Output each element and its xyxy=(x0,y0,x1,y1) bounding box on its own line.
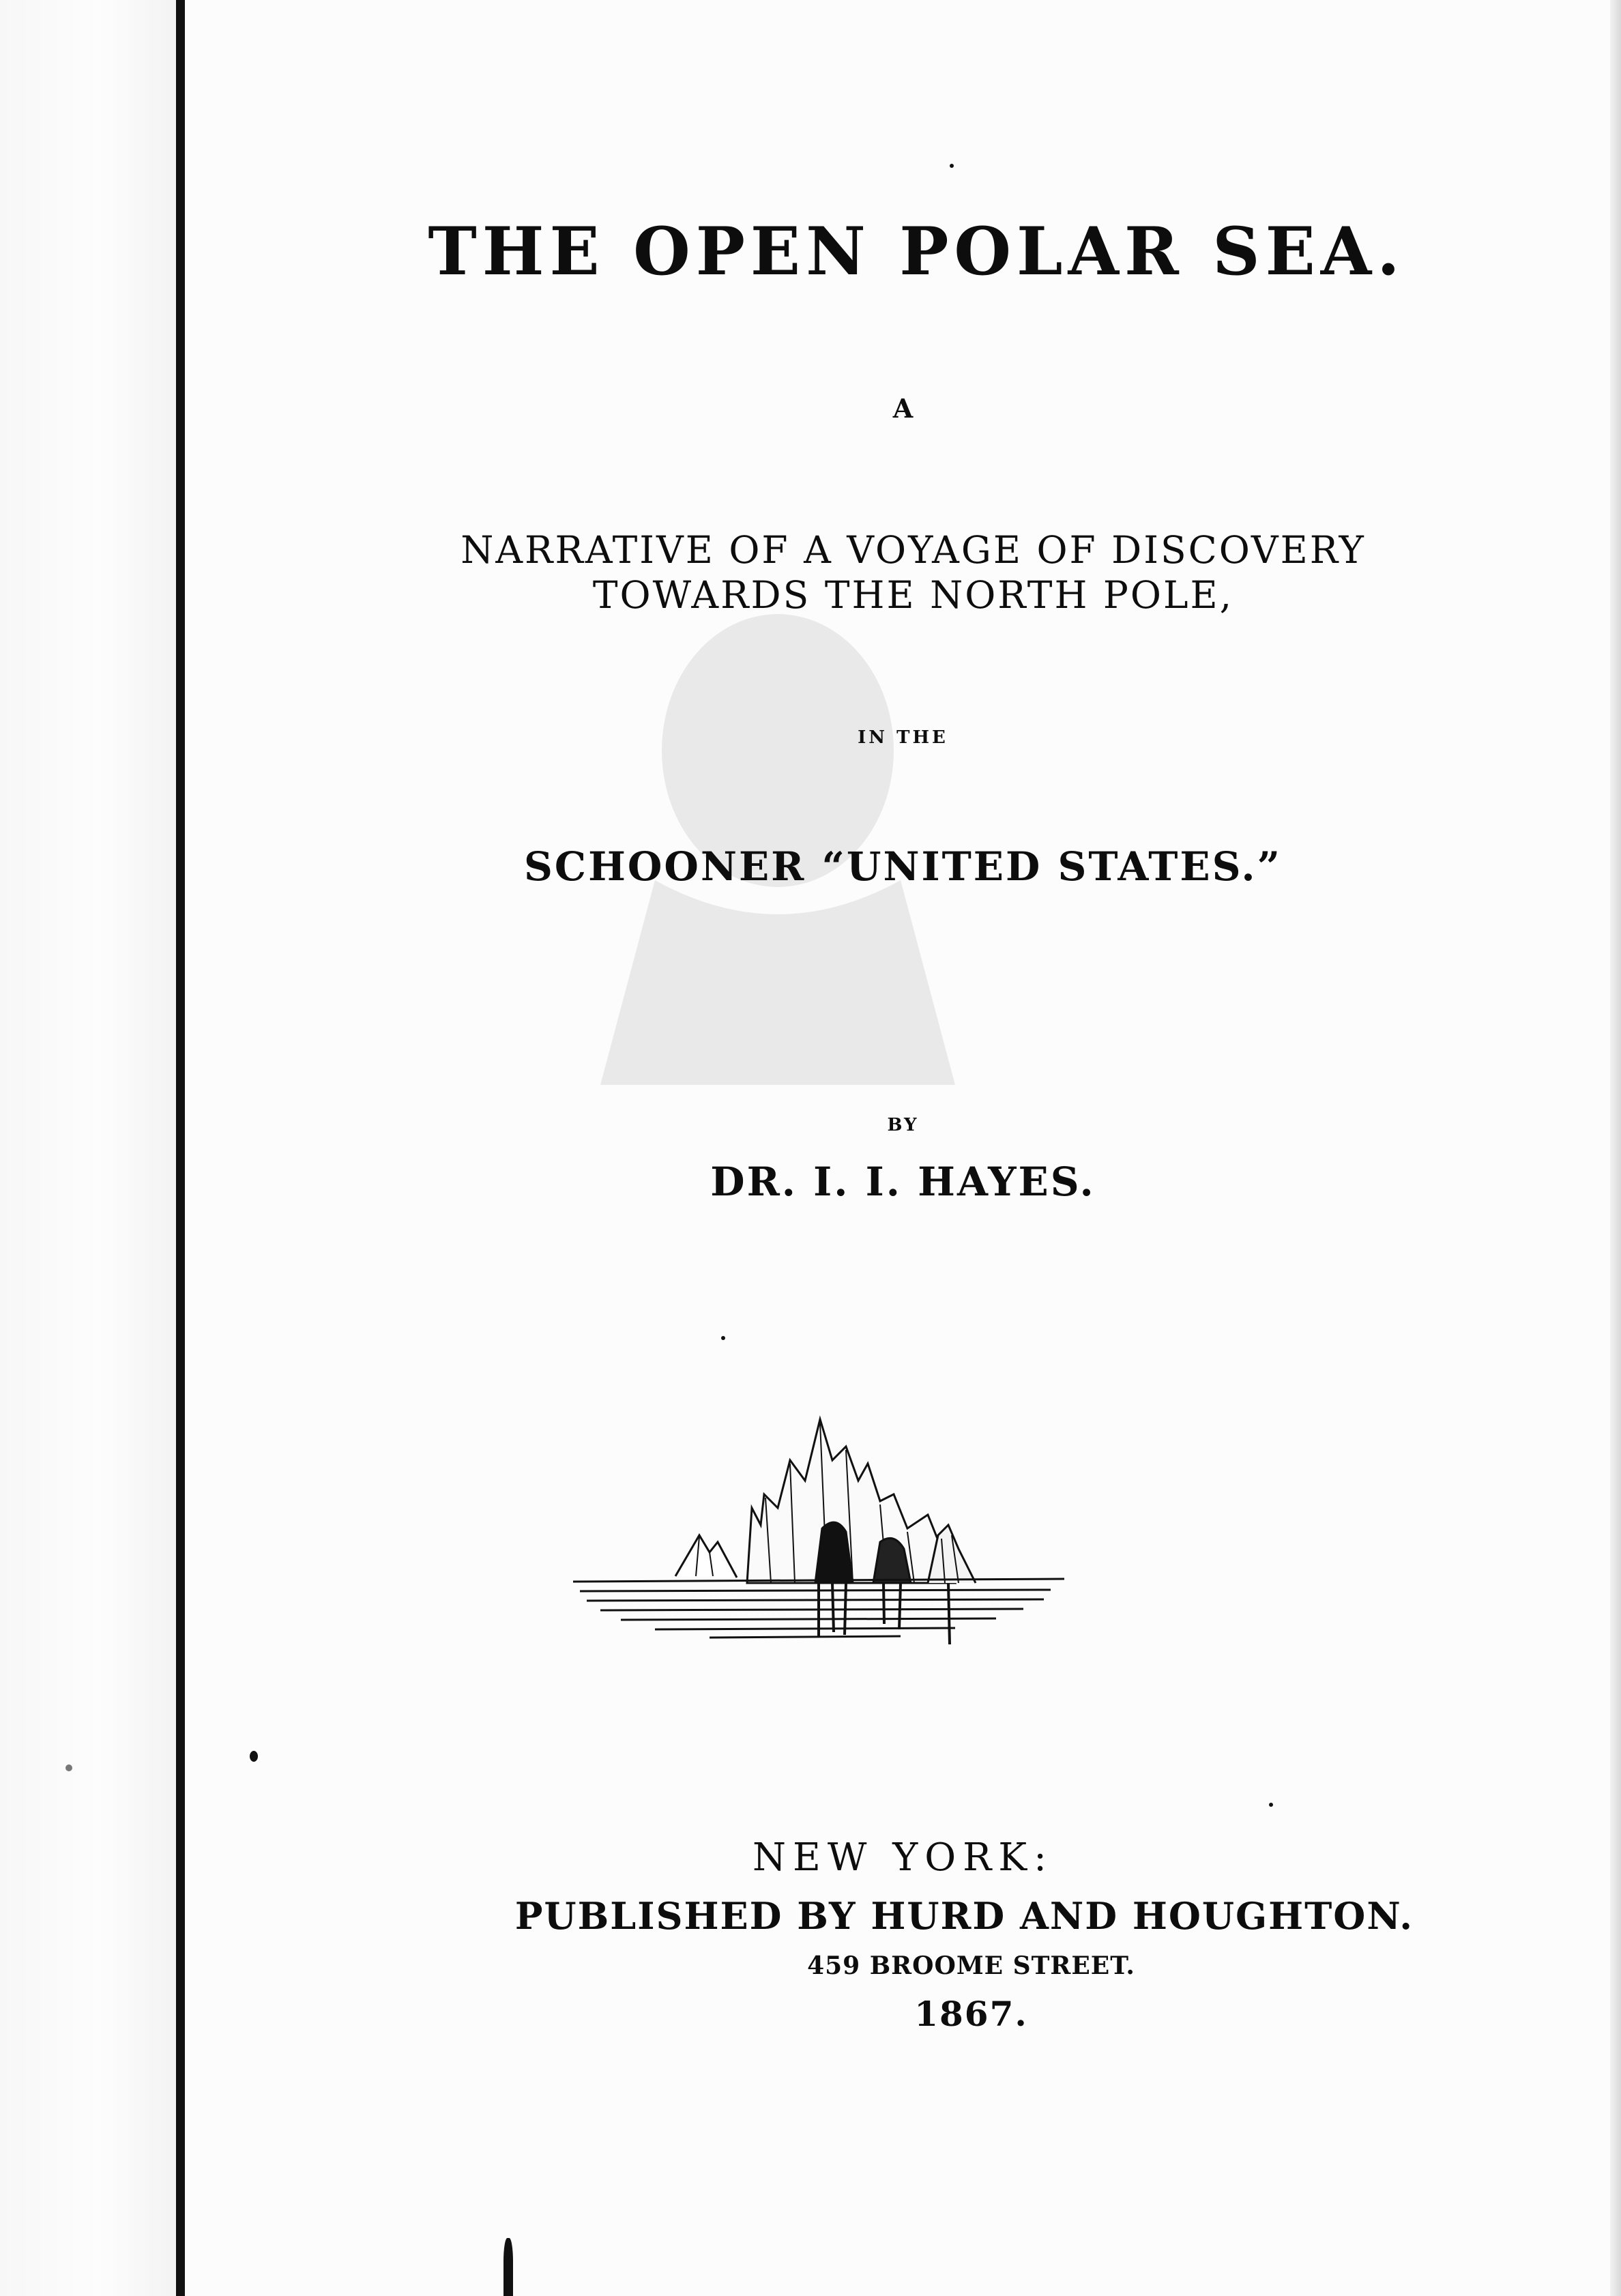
gutter-line xyxy=(176,0,185,2296)
vessel-name: SCHOONER “UNITED STATES.” xyxy=(524,843,1282,890)
bleed-through-portrait xyxy=(573,594,996,1085)
scan-speck xyxy=(721,1336,725,1340)
book-title: THE OPEN POLAR SEA. xyxy=(428,213,1405,290)
imprint-year: 1867. xyxy=(914,1994,1028,2034)
facing-page-margin xyxy=(0,0,179,2296)
imprint-city: NEW YORK: xyxy=(753,1835,1053,1880)
scan-speck xyxy=(503,2238,513,2296)
subtitle-article: A xyxy=(892,393,914,424)
connector-text: IN THE xyxy=(858,727,948,748)
iceberg-vignette xyxy=(573,1378,1078,1679)
imprint-publisher: PUBLISHED BY HURD AND HOUGHTON. xyxy=(514,1894,1414,1938)
scan-speck xyxy=(950,164,954,168)
subtitle-line-1: NARRATIVE OF A VOYAGE OF DISCOVERY xyxy=(461,528,1366,572)
scan-speck xyxy=(250,1751,258,1762)
scan-speck xyxy=(1269,1803,1273,1807)
author-name: DR. I. I. HAYES. xyxy=(710,1159,1096,1205)
scan-speck xyxy=(65,1764,72,1771)
by-label: BY xyxy=(887,1115,919,1135)
subtitle-line-2: TOWARDS THE NORTH POLE, xyxy=(592,573,1234,617)
imprint-address: 459 BROOME STREET. xyxy=(807,1951,1135,1980)
